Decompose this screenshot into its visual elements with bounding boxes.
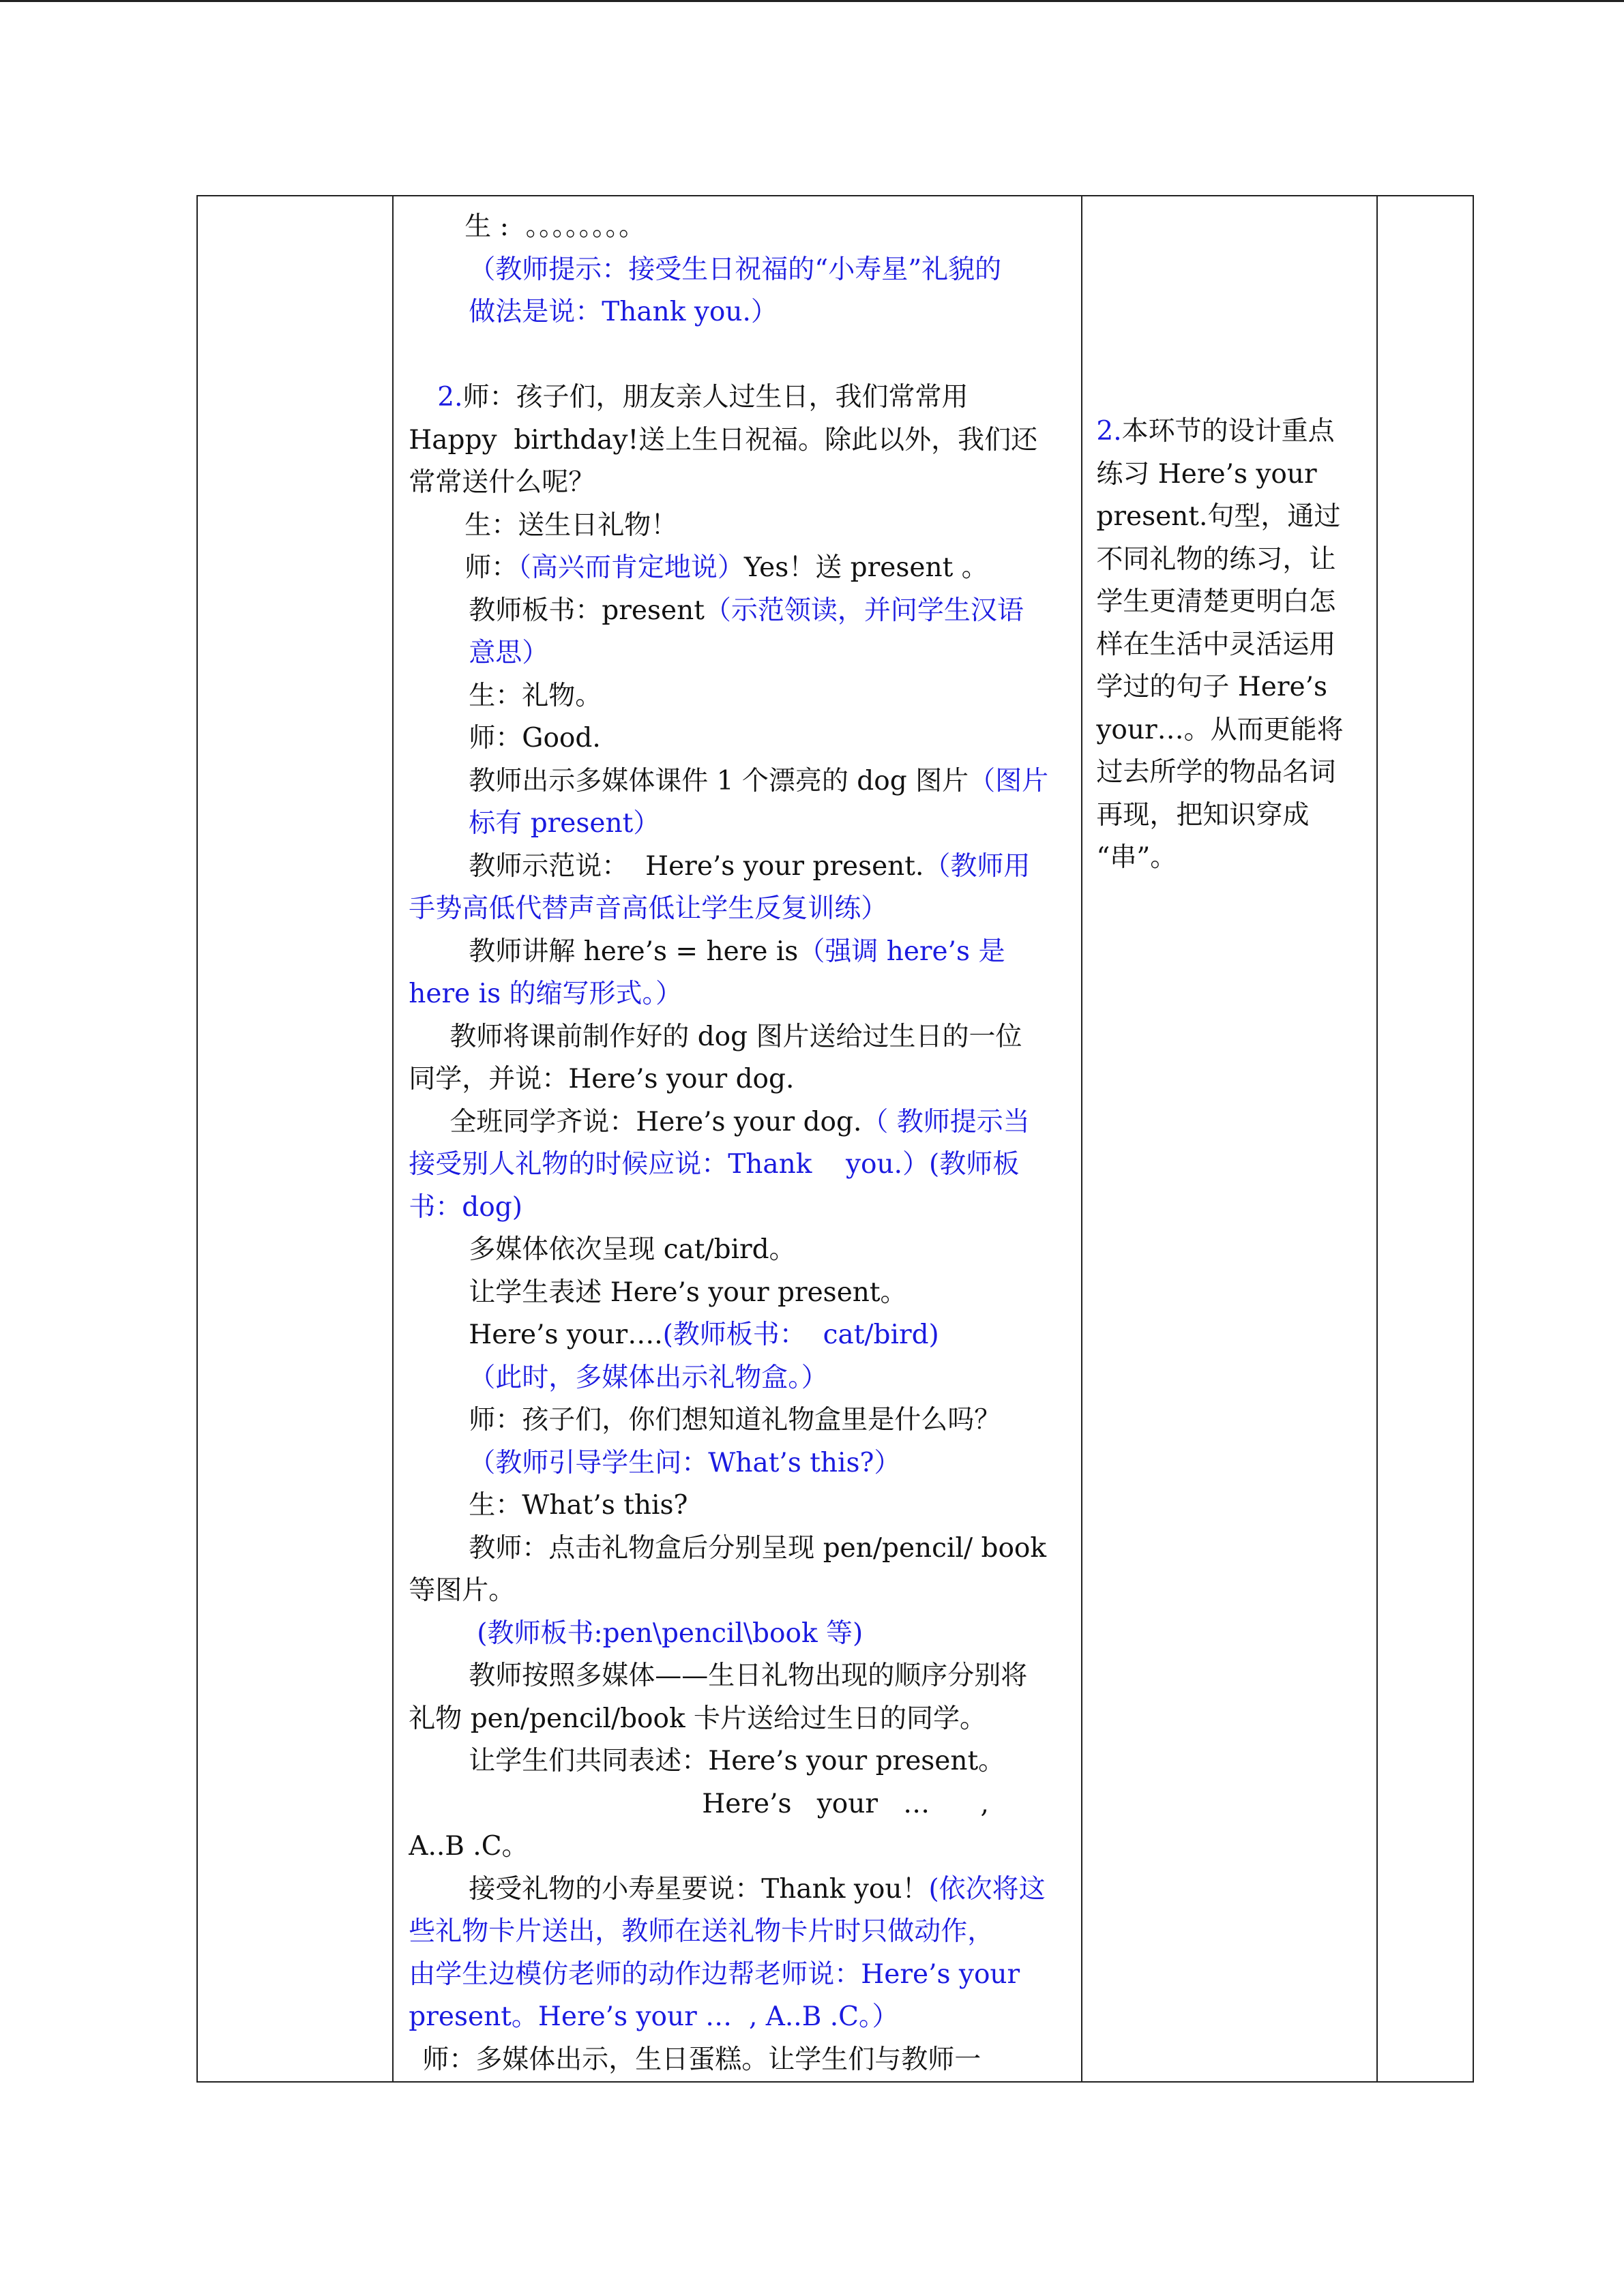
- process-line: [409, 1954, 1070, 1997]
- annotation-text: 些礼物卡片送出，教师在送礼物卡片时只做动作，: [409, 1916, 994, 1947]
- process-line: [409, 547, 1070, 590]
- process-line: [409, 2039, 1070, 2082]
- annotation-text: （高兴而肯定地说）: [518, 552, 744, 583]
- intent-line: [1096, 453, 1366, 496]
- body-text: 教师按照多媒体——生日礼物出现的顺序分别将: [469, 1660, 1028, 1691]
- annotation-text: 由学生边模仿老师的动作边帮老师说：Here’s your: [409, 1958, 1020, 1990]
- body-text: 学生更清楚更明白怎: [1096, 586, 1336, 617]
- body-text: present.句型，通过: [1096, 501, 1341, 532]
- annotation-text: （教师引导学生问：What’s this?）: [469, 1447, 901, 1478]
- body-text: A..B .C。: [409, 1831, 529, 1862]
- intent-line: [1096, 411, 1366, 453]
- process-line: [409, 1272, 1070, 1315]
- annotation-text: （教师提示：接受生日祝福的“小寿星”礼貌的: [469, 254, 1002, 285]
- annotation-text: （强调 here’s 是: [798, 936, 1005, 967]
- body-text: 过去所学的物品名词: [1096, 757, 1336, 788]
- annotation-text: 2.: [1096, 416, 1122, 447]
- body-text: Here’s your … ,: [702, 1788, 989, 1819]
- annotation-text: here is 的缩写形式。）: [409, 979, 682, 1009]
- annotation-text: 做法是说：Thank you.）: [469, 297, 778, 327]
- process-line: [409, 249, 1070, 292]
- annotation-text: 意思）: [469, 638, 549, 668]
- body-text: 接受礼物的小寿星要说：Thank you！: [469, 1873, 929, 1905]
- body-text: 多媒体依次呈现 cat/bird。: [469, 1234, 796, 1265]
- annotation-text: (教师板书:pen\pencil\book 等): [477, 1617, 863, 1649]
- annotation-text: （图片: [969, 765, 1049, 796]
- teaching-process-text: [394, 196, 1081, 2081]
- annotation-text: 接受别人礼物的时候应说：Thank you.）(教师板: [409, 1149, 1020, 1180]
- body-text: 师：孩子们，你们想知道礼物盒里是什么吗？: [469, 1405, 1001, 1435]
- annotation-text: （示范领读，并问学生汉语: [704, 595, 1024, 626]
- process-line: [409, 1740, 1070, 1783]
- annotation-text: 2.: [437, 382, 463, 413]
- annotation-text: 书：dog): [409, 1191, 522, 1223]
- body-text: 礼物 pen/pencil/book 卡片送给过生日的同学。: [409, 1703, 987, 1734]
- process-line: [409, 1655, 1070, 1698]
- process-line: [409, 1442, 1070, 1485]
- intent-line: [1096, 709, 1366, 752]
- process-line: [409, 973, 1070, 1016]
- teaching-process-cell: [393, 196, 1082, 2082]
- intent-line: [1096, 539, 1366, 582]
- body-text: 师：多媒体出示，生日蛋糕。让学生们与教师一: [422, 2044, 981, 2075]
- body-text: 生：礼物。: [469, 680, 602, 711]
- body-text: 全班同学齐说：Here’s your dog.: [449, 1106, 862, 1137]
- intent-line: [1096, 624, 1366, 667]
- page-top-rule: [0, 0, 1624, 2]
- body-text: 不同礼物的练习，让: [1096, 543, 1336, 575]
- body-text: 生：What’s this?: [469, 1490, 688, 1521]
- intent-line: [1096, 581, 1366, 624]
- body-text: 师：Good.: [469, 723, 601, 754]
- process-line: [409, 1144, 1070, 1187]
- body-text: your…。从而更能将: [1096, 714, 1344, 745]
- body-text: 教师出示多媒体课件 1 个漂亮的 dog 图片: [469, 765, 969, 796]
- design-intent-cell: [1082, 196, 1376, 2082]
- lesson-plan-table: [196, 195, 1474, 2083]
- process-line: [409, 462, 1070, 505]
- process-line: [409, 1825, 1070, 1868]
- annotation-text: (教师板书： cat/bird): [662, 1320, 939, 1350]
- process-line: [409, 376, 1070, 419]
- body-text: 同学，并说：Here’s your dog.: [409, 1064, 795, 1094]
- process-line: [409, 931, 1070, 974]
- annotation-text: （教师用: [924, 850, 1031, 882]
- stage-cell: [197, 196, 393, 2082]
- table-row: [197, 196, 1473, 2082]
- body-text: Here’s your….: [469, 1320, 663, 1350]
- process-line: [409, 888, 1070, 931]
- process-line: [409, 590, 1070, 633]
- body-text: 教师将课前制作好的 dog 图片送给过生日的一位: [449, 1021, 1022, 1052]
- process-line: [409, 419, 1070, 462]
- annotation-text: 手势高低代替声音高低让学生反复训练）: [409, 893, 888, 924]
- body-text: 教师示范说： Here’s your present.: [469, 850, 924, 882]
- body-text: 教师板书：present: [469, 595, 705, 626]
- process-line: [409, 717, 1070, 760]
- body-text: 等图片。: [409, 1575, 516, 1606]
- body-text: 让学生们共同表述：Here’s your present。: [469, 1746, 1005, 1776]
- intent-line: [1096, 496, 1366, 539]
- process-line: [409, 675, 1070, 718]
- process-line: [409, 1613, 1070, 1656]
- annotation-text: 标有 present）: [469, 808, 660, 839]
- body-text: “串”。: [1096, 842, 1177, 873]
- process-line: [409, 803, 1070, 846]
- annotation-text: （此时，多媒体出示礼物盒。）: [469, 1362, 828, 1393]
- body-text: 师：孩子们，朋友亲人过生日，我们常常用: [462, 382, 969, 413]
- process-line: [409, 1229, 1070, 1272]
- process-line: [409, 1783, 1070, 1826]
- body-text: Happy birthday!送上生日祝福。除此以外，我们还: [409, 424, 1038, 456]
- annotation-text: (依次将这: [928, 1873, 1046, 1905]
- body-text: 再现，把知识穿成: [1096, 799, 1310, 831]
- intent-line: [1096, 794, 1366, 837]
- body-text: 教师：点击礼物盒后分别呈现 pen/pencil/ book: [469, 1532, 1047, 1564]
- process-line: [409, 1357, 1070, 1400]
- process-line: [409, 505, 1070, 548]
- body-text: 练习 Here’s your: [1096, 458, 1317, 490]
- body-text: 学过的句子 Here’s: [1096, 672, 1327, 702]
- process-line: [409, 846, 1070, 889]
- process-line: [409, 632, 1070, 675]
- body-text: 师：: [464, 552, 518, 583]
- process-line: [409, 1016, 1070, 1059]
- process-line: [409, 1485, 1070, 1527]
- annotation-text: present。Here’s your … , A..B .C。）: [409, 2001, 899, 2032]
- process-line: [409, 1911, 1070, 1954]
- intent-line: [1096, 751, 1366, 794]
- body-text: 生 : 。。。。。。。。: [464, 211, 646, 242]
- process-line: [409, 1399, 1070, 1442]
- process-line: [409, 291, 1070, 334]
- process-line: [409, 1314, 1070, 1357]
- process-line: [409, 1101, 1070, 1144]
- body-text: 让学生表述 Here’s your present。: [469, 1277, 907, 1308]
- process-line: [409, 1996, 1070, 2039]
- intent-line: [1096, 837, 1366, 880]
- body-text: 常常送什么呢？: [409, 467, 595, 498]
- process-line: [409, 1868, 1070, 1911]
- notes-cell: [1377, 196, 1473, 2082]
- process-line: [409, 1570, 1070, 1613]
- process-line: [409, 760, 1070, 803]
- annotation-text: （ 教师提示当: [861, 1106, 1030, 1137]
- body-text: 教师讲解 here’s = here is: [469, 936, 799, 967]
- process-line: [409, 1698, 1070, 1741]
- body-text: Yes！送 present 。: [743, 552, 988, 583]
- process-line: [409, 1187, 1070, 1229]
- design-intent-text: [1082, 196, 1376, 880]
- body-text: 样在生活中灵活运用: [1096, 629, 1336, 660]
- process-line: [409, 1527, 1070, 1570]
- process-line: [409, 206, 1070, 249]
- intent-line: [1096, 666, 1366, 709]
- process-line: [409, 1058, 1070, 1101]
- body-text: 本环节的设计重点: [1121, 416, 1335, 447]
- body-text: 生：送生日礼物！: [464, 509, 678, 541]
- blank-line: [409, 334, 1070, 377]
